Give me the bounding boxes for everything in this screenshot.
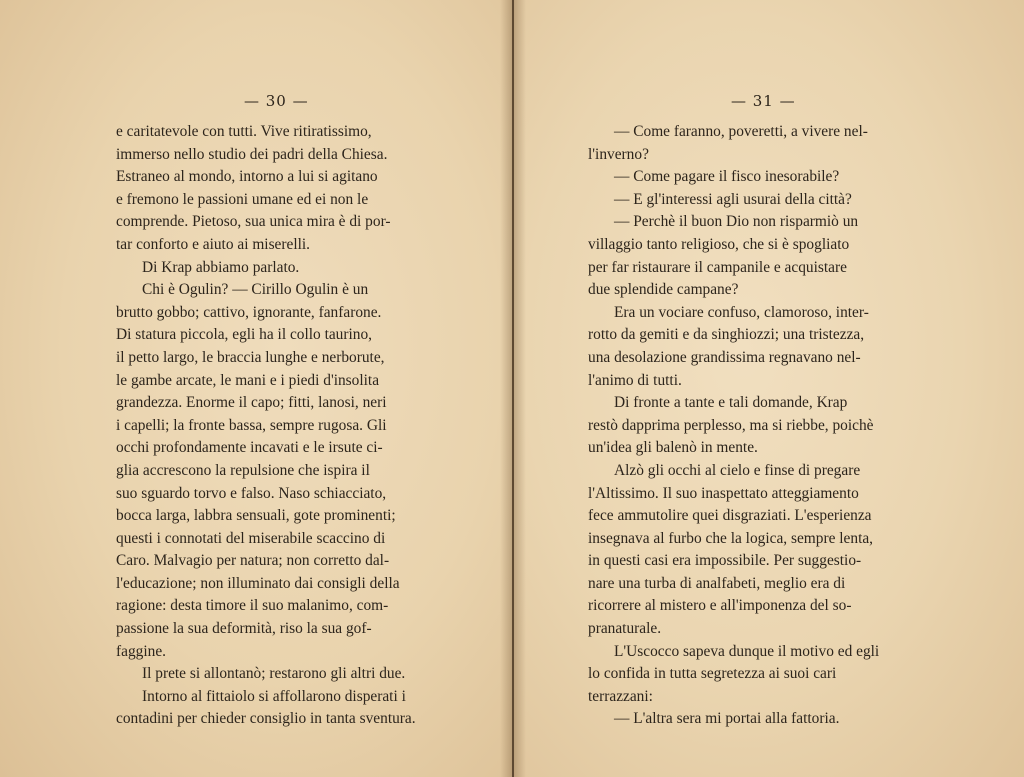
text-line: Di statura piccola, egli ha il collo taurino,: [116, 326, 373, 344]
text-line: rotto da gemiti e da singhiozzi; una tristezza,: [588, 326, 865, 344]
text-line: — Come pagare il fisco inesorabile?: [614, 168, 840, 186]
text-line: due splendide campane?: [588, 281, 739, 299]
text-line: grandezza. Enorme il capo; fitti, lanosi, neri: [116, 394, 387, 412]
text-line: il petto largo, le braccia lunghe e nerborute,: [116, 348, 385, 366]
text-line: Era un vociare confuso, clamoroso, inter-: [614, 303, 869, 321]
text-line: l'educazione; non illuminato dai consigli della: [116, 574, 400, 592]
text-line: i capelli; la fronte bassa, sempre rugosa. Gli: [116, 416, 387, 434]
text-line: Il prete si allontanò; restarono gli altri due.: [142, 665, 406, 683]
text-line: suo sguardo torvo e falso. Naso schiacciato,: [116, 484, 387, 502]
text-line: immerso nello studio dei padri della Chiesa.: [116, 145, 388, 163]
text-line: restò dapprima perplesso, ma si riebbe, poichè: [588, 416, 874, 434]
text-line: una desolazione grandissima regnavano nel-: [588, 348, 861, 366]
text-line: brutto gobbo; cattivo, ignorante, fanfarone.: [116, 303, 382, 321]
text-line: — E gl'interessi agli usurai della città?: [614, 190, 852, 208]
text-line: Alzò gli occhi al cielo e finse di pregare: [614, 461, 861, 479]
text-line: un'idea gli balenò in mente.: [588, 439, 758, 457]
text-line: villaggio tanto religioso, che si è spogliato: [588, 235, 850, 253]
text-line: Chi è Ogulin? — Cirillo Ogulin è un: [142, 281, 369, 299]
text-line: tar conforto e aiuto ai miserelli.: [116, 235, 311, 253]
text-line: lo confida in tutta segretezza ai suoi cari: [588, 665, 837, 683]
text-line: e caritatevole con tutti. Vive ritiratissimo,: [116, 123, 372, 140]
text-line: passione la sua deformità, riso la sua gof-: [116, 620, 372, 638]
text-line: contadini per chieder consiglio in tanta sventura.: [116, 710, 416, 728]
text-line: l'Altissimo. Il suo inaspettato atteggiamento: [588, 484, 859, 502]
right-page-text: [588, 121, 924, 731]
left-page-number: — 30 —: [244, 92, 309, 110]
text-line: pranaturale.: [588, 620, 662, 638]
text-line: insegnava al furbo che la logica, sempre lenta,: [588, 529, 874, 547]
text-line: bocca larga, labbra sensuali, gote prominenti;: [116, 507, 396, 525]
text-line: glia accrescono la repulsione che ispira il: [116, 461, 370, 479]
text-line: e fremono le passioni umane ed ei non le: [116, 190, 369, 208]
text-line: Estraneo al mondo, intorno a lui si agitano: [116, 168, 378, 186]
text-line: ricorrere al mistero e all'imponenza del so-: [588, 597, 852, 615]
text-line: in questi casi era impossibile. Per suggestio-: [588, 552, 862, 570]
left-page-text: [116, 121, 444, 731]
right-page-number: — 31 —: [731, 92, 796, 110]
text-line: terrazzani:: [588, 687, 653, 705]
text-line: fece ammutolire quei disgraziati. L'esperienza: [588, 507, 872, 525]
text-line: l'inverno?: [588, 145, 649, 163]
text-line: — Perchè il buon Dio non risparmiò un: [614, 213, 859, 231]
text-line: per far ristaurare il campanile e acquistare: [588, 258, 847, 276]
text-line: — L'altra sera mi portai alla fattoria.: [614, 710, 840, 728]
text-line: comprende. Pietoso, sua unica mira è di por-: [116, 213, 391, 231]
text-line: L'Uscocco sapeva dunque il motivo ed egli: [614, 642, 880, 660]
text-line: ragione: desta timore il suo malanimo, com-: [116, 597, 389, 615]
text-line: Di Krap abbiamo parlato.: [142, 258, 300, 276]
text-line: — Come faranno, poveretti, a vivere nel-: [614, 123, 868, 140]
text-line: questi i connotati del miserabile scaccino di: [116, 529, 386, 547]
text-line: Intorno al fittaiolo si affollarono disperati i: [142, 687, 406, 705]
text-line: occhi profondamente incavati e le irsute ci-: [116, 439, 383, 457]
text-line: le gambe arcate, le mani e i piedi d'insolita: [116, 371, 380, 389]
book-gutter: [500, 0, 526, 777]
text-line: Di fronte a tante e tali domande, Krap: [614, 394, 848, 412]
text-line: faggine.: [116, 642, 166, 660]
text-line: Caro. Malvagio per natura; non corretto dal-: [116, 552, 390, 570]
text-line: l'animo di tutti.: [588, 371, 682, 389]
text-line: nare una turba di analfabeti, meglio era di: [588, 574, 846, 592]
